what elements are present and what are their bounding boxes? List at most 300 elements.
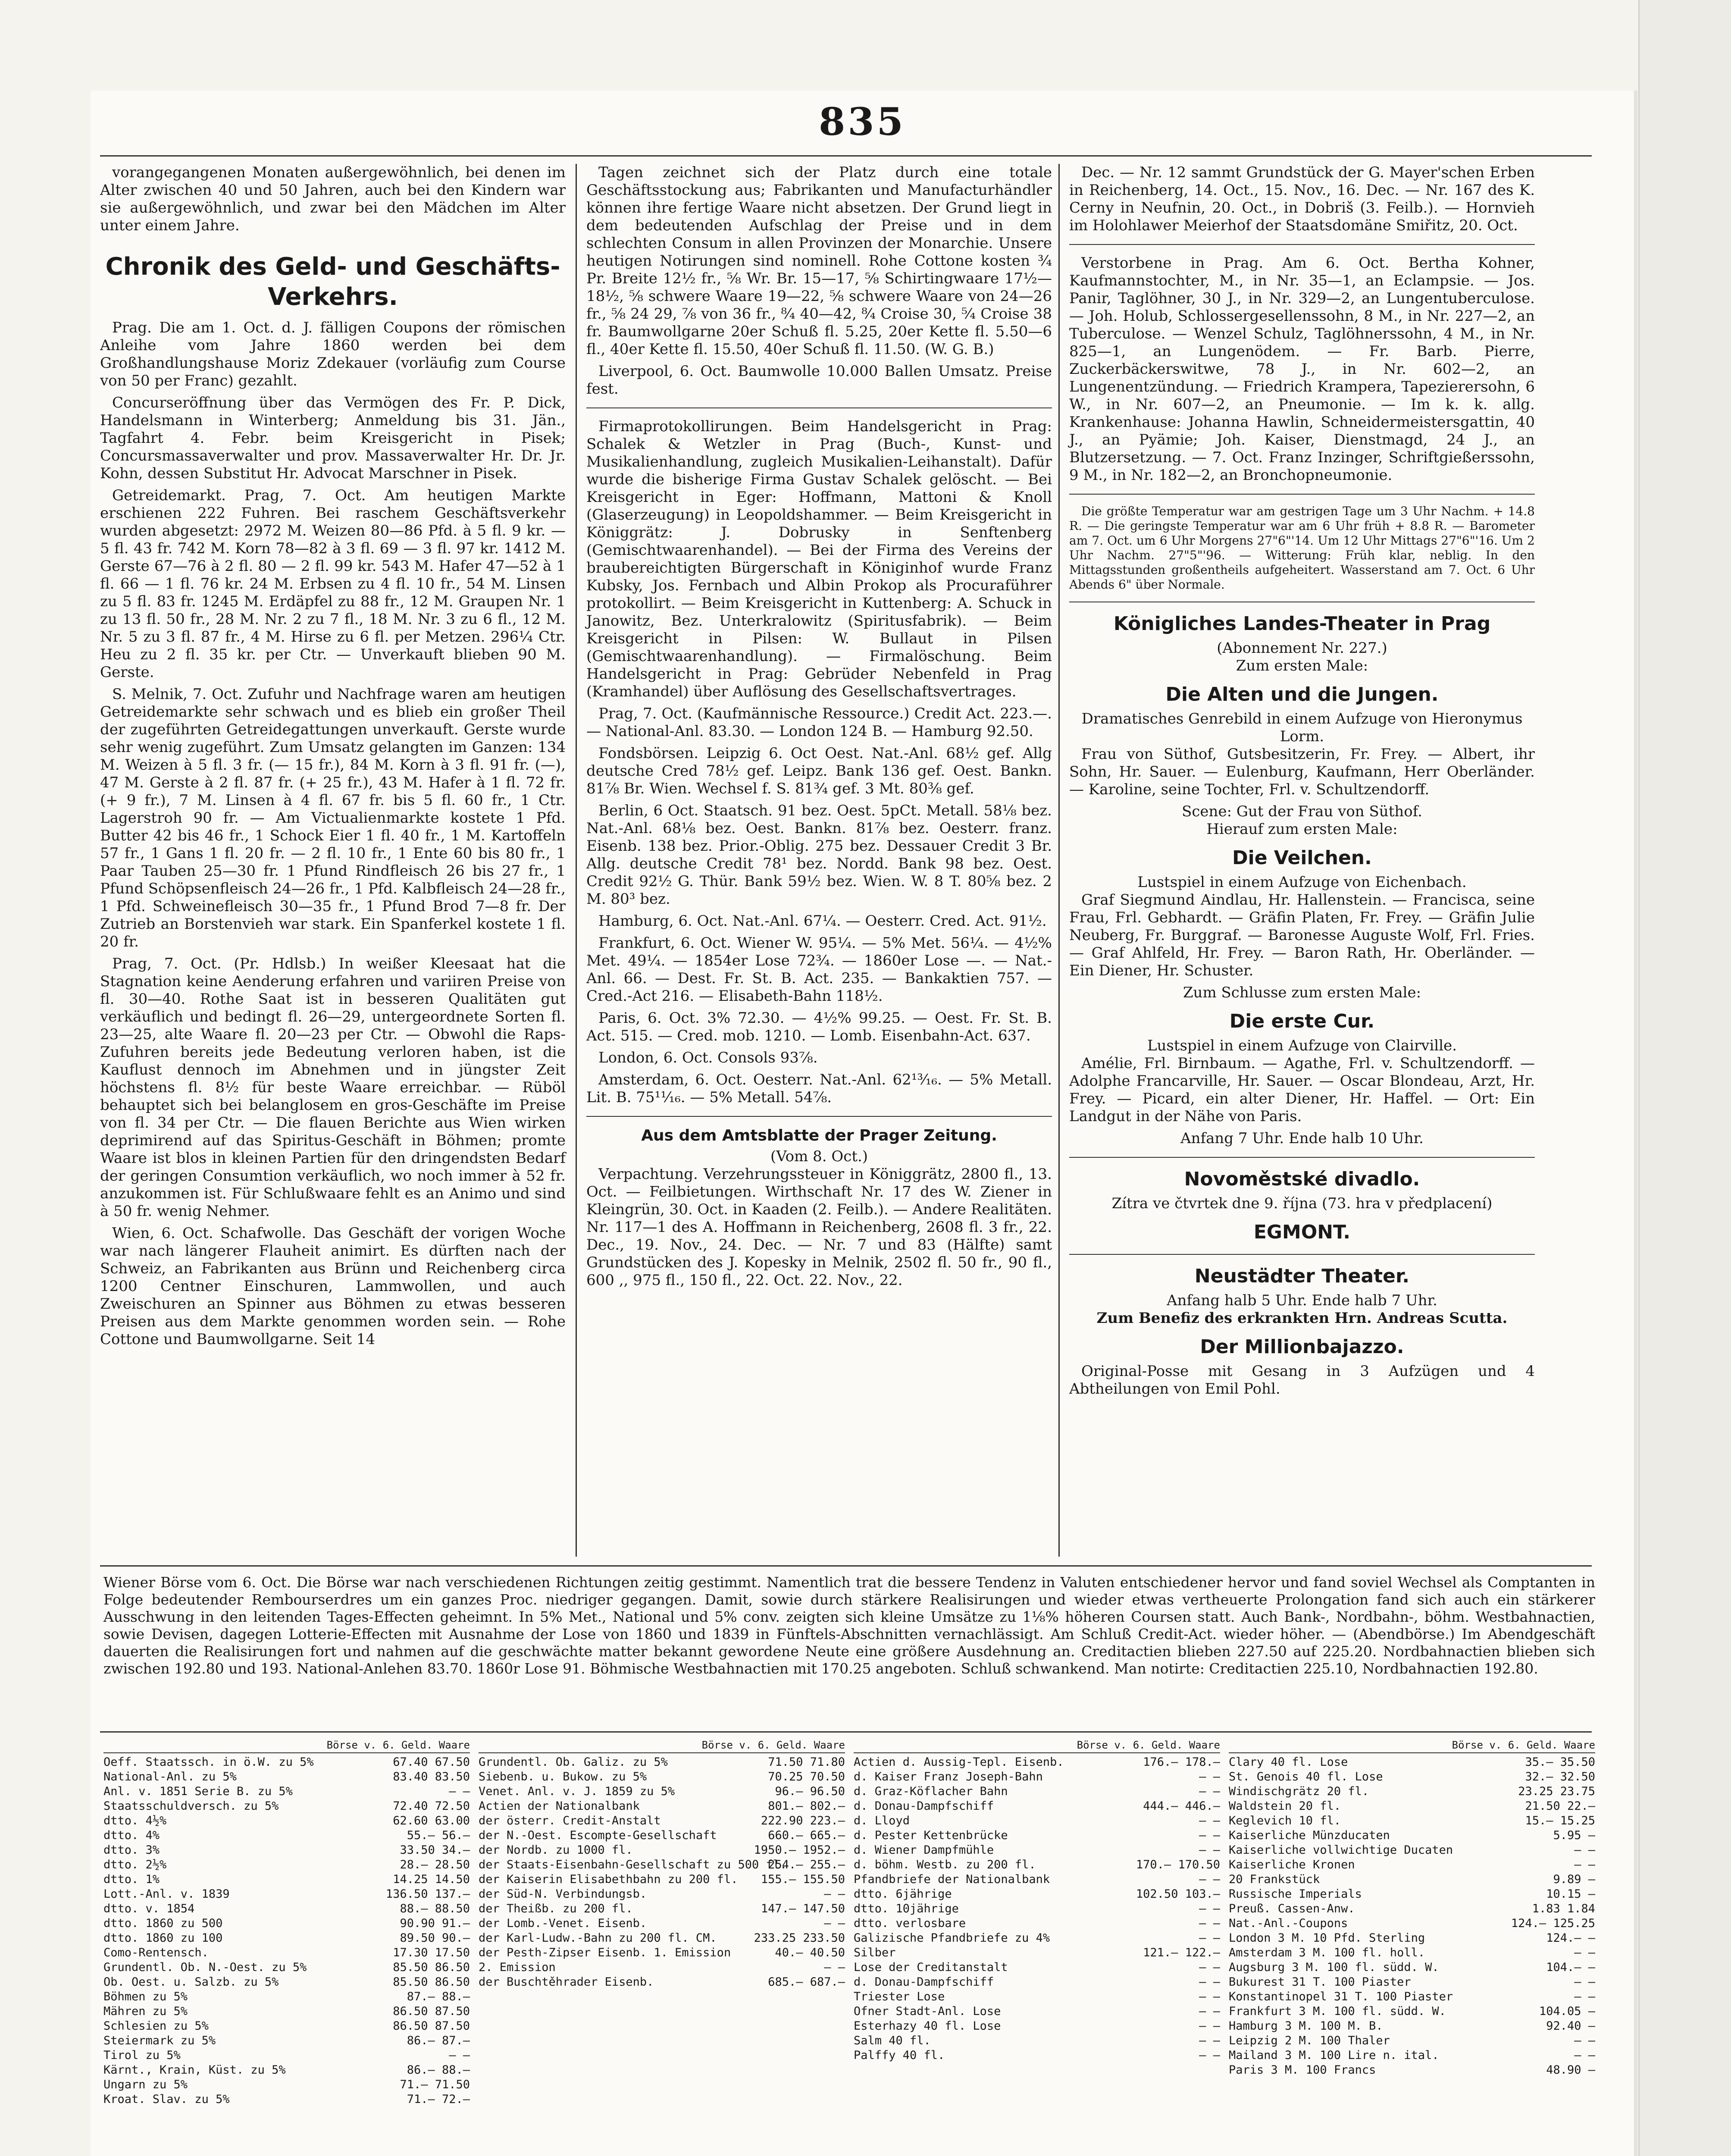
table-row [1229, 1843, 1595, 1858]
table-row [103, 1784, 470, 1799]
table-row [1229, 1755, 1595, 1770]
table-row [1229, 2034, 1595, 2048]
security-name: Oeff. Staatssch. in ö.W. zu 5% [103, 1755, 314, 1769]
play-times: Anfang 7 Uhr. Ende halb 10 Uhr. [1180, 1130, 1424, 1147]
price-cell: 62.60 63.00 [393, 1814, 470, 1827]
security-name: Anl. v. 1851 Serie B. zu 5% [103, 1785, 293, 1798]
exchange-tables [103, 1738, 1595, 2156]
price-cell: 86.— 88.— [407, 2063, 470, 2077]
table-row [854, 1814, 1220, 1828]
price-cell: 40.— 40.50 [775, 1946, 845, 1959]
play-cast: Amélie, Frl. Birnbaum. — Agathe, Frl. v. Schultzendorff. — Adolphe Francarville, Hr. Sauer. — Oscar Blondeau, Arzt, Hr. Frey. — Picard, ein alter Diener, Hr. Haffel. — Ort: Ein Landgut in der Nähe von Paris. [1069, 1055, 1535, 1125]
table-rule [100, 1731, 1592, 1733]
table-header: Börse v. 6. Geld. Waare [1229, 1738, 1595, 1753]
paragraph: Fondsbörsen. Leipzig 6. Oct Oest. Nat.-Anl. 68½ gef. Allg deutsche Cred 78½ gef. Leipz. Bank 136 gef. Oest. Bankn. 81⅞ Br. Wien. Wechsel f. S. 81¾ gef. 3 Mt. 80³⁄₈ gef. [586, 745, 1052, 797]
play-title: Die erste Cur. [1229, 1010, 1375, 1032]
column-2 [586, 164, 1052, 1294]
security-name: d. böhm. Westb. zu 200 fl. [854, 1858, 1036, 1871]
security-name: d. Donau-Dampfschiff [854, 1975, 994, 1989]
security-name: dtto. 1% [103, 1873, 160, 1886]
security-name: Silber [854, 1946, 896, 1959]
section-subheading: (Vom 8. Oct.) [770, 1148, 868, 1165]
price-cell: 86.50 87.50 [393, 2005, 470, 2018]
play-description: Original-Posse mit Gesang in 3 Aufzügen und 4 Abtheilungen von Emil Pohl. [1069, 1363, 1535, 1398]
price-cell: — — [1199, 1873, 1220, 1886]
czech-theater-line: Zítra ve čtvrtek dne 9. října (73. hra v předplacení) [1111, 1195, 1493, 1212]
theater-note: Hierauf zum ersten Male: [1206, 821, 1398, 838]
price-cell: — — [1199, 2049, 1220, 2062]
security-name: Clary 40 fl. Lose [1229, 1755, 1348, 1769]
exchange-table-1 [103, 1738, 470, 2107]
security-name: Ob. Oest. u. Salzb. zu 5% [103, 1975, 279, 1989]
top-rule [100, 155, 1592, 157]
price-cell: 5.95 — [1553, 1829, 1595, 1842]
price-cell: — — [824, 1961, 845, 1974]
price-cell: — — [1574, 1946, 1595, 1959]
theater-title: Neustädter Theater. [1194, 1265, 1410, 1287]
price-cell: — — [1199, 1961, 1220, 1974]
table-row [1229, 1799, 1595, 1814]
table-row [103, 2063, 470, 2078]
theater-title: Königliches Landes-Theater in Prag [1113, 613, 1491, 635]
price-cell: — — [1199, 1770, 1220, 1783]
table-row [479, 1916, 845, 1931]
table-row [1229, 1975, 1595, 1990]
security-name: d. Donau-Dampfschiff [854, 1799, 994, 1813]
price-cell: 32.— 32.50 [1525, 1770, 1595, 1783]
security-name: Kroat. Slav. zu 5% [103, 2093, 230, 2106]
security-name: d. Kaiser Franz Joseph-Bahn [854, 1770, 1043, 1783]
price-cell: 17.30 17.50 [393, 1946, 470, 1959]
table-row [103, 1887, 470, 1902]
play-scene: Scene: Gut der Frau von Süthof. [1182, 803, 1422, 820]
price-cell: 89.50 90.— [400, 1931, 470, 1945]
security-name: Salm 40 fl. [854, 2034, 931, 2047]
price-cell: 124.— — [1546, 1931, 1595, 1945]
table-row [103, 2092, 470, 2107]
security-name: Paris 3 M. 100 Francs [1229, 2063, 1376, 2077]
exchange-table-3 [854, 1738, 1220, 2063]
security-name: Nat.-Anl.-Coupons [1229, 1917, 1348, 1930]
table-row [103, 1916, 470, 1931]
price-cell: 86.50 87.50 [393, 2019, 470, 2033]
czech-play-title: EGMONT. [1253, 1221, 1351, 1243]
price-cell: 83.40 83.50 [393, 1770, 470, 1783]
security-name: Mailand 3 M. 100 Lire n. ital. [1229, 2049, 1439, 2062]
security-name: Lott.-Anl. v. 1839 [103, 1887, 230, 1901]
price-cell: 10.15 — [1546, 1887, 1595, 1901]
table-row [103, 1902, 470, 1916]
play-description: Lustspiel in einem Aufzuge von Clairville. [1147, 1037, 1457, 1054]
price-cell: 170.— 170.50 [1136, 1858, 1220, 1871]
column-rule-2 [1058, 164, 1060, 1557]
price-cell: 28.— 28.50 [400, 1858, 470, 1871]
paragraph: Wien, 6. Oct. Schafwolle. Das Geschäft der vorigen Woche war nach längerer Flauheit animirt. Es dürften nach der Schweiz, an Fabrikanten aus Brünn und Reichenberg circa 1200 Centner Einschuren, Lammwollen, und auch Zweischuren an Spinner aus Böhmen zu etwas besseren Preisen aus dem Markte genommen worden sein. — Rohe Cottone und Baumwollgarne. Seit 14 [100, 1225, 566, 1348]
price-cell: 685.— 687.— [768, 1975, 845, 1989]
security-name: Kaiserliche Kronen [1229, 1858, 1355, 1871]
price-cell: — — [1199, 1990, 1220, 2003]
security-name: Siebenb. u. Bukow. zu 5% [479, 1770, 647, 1783]
table-row [1229, 1770, 1595, 1784]
table-row [479, 1946, 845, 1960]
play-title: Der Millionbajazzo. [1200, 1336, 1404, 1358]
security-name: dtto. 10jährige [854, 1902, 959, 1915]
price-cell: — — [1199, 1917, 1220, 1930]
security-name: Pfandbriefe der Nationalbank [854, 1873, 1050, 1886]
table-row [1229, 1872, 1595, 1887]
table-row [103, 1931, 470, 1946]
security-name: 20 Frankstück [1229, 1873, 1320, 1886]
security-name: Mähren zu 5% [103, 2005, 188, 2018]
page-edge [1638, 0, 1731, 2156]
theater-note: Zum ersten Male: [1236, 657, 1368, 674]
price-cell: — — [1199, 1931, 1220, 1945]
column-rule-1 [576, 164, 577, 1557]
price-cell: 96.— 96.50 [775, 1785, 845, 1798]
paragraph: Frankfurt, 6. Oct. Wiener W. 95¼. — 5% Met. 56¼. — 4½% Met. 49¼. — 1854er Lose 72¾. — 1860er Lose —. — Nat.-Anl. 66. — Dest. Fr. St. B. Act. 235. — Bankaktien 757. — Cred.-Act 216. — Elisabeth-Bahn 118½. [586, 934, 1052, 1005]
paragraph: Prag. Die am 1. Oct. d. J. fälligen Coupons der römischen Anleihe vom Jahre 1860 werden bei dem Großhandlungshause Moriz Zdekauer (vorläufig zum Course von 50 per Franc) gezahlt. [100, 319, 566, 389]
price-cell: 104.05 — [1539, 2005, 1595, 2018]
table-row [1229, 1828, 1595, 1843]
security-name: dtto. 1860 zu 500 [103, 1917, 223, 1930]
paragraph: Paris, 6. Oct. 3% 72.30. — 4½% 99.25. — Oest. Fr. St. B. Act. 515. — Cred. mob. 1210. — Lomb. Eisenbahn-Act. 637. [586, 1009, 1052, 1044]
table-row [103, 1799, 470, 1814]
table-row [1229, 1990, 1595, 2004]
security-name: der N.-Oest. Escompte-Gesellschaft [479, 1829, 717, 1842]
play-times: Anfang halb 5 Uhr. Ende halb 7 Uhr. [1167, 1292, 1437, 1309]
security-name: Galizische Pfandbriefe zu 4% [854, 1931, 1050, 1945]
table-row [479, 1931, 845, 1946]
security-name: der Staats-Eisenbahn-Gesellschaft zu 500 fl. [479, 1858, 787, 1871]
divider [1069, 1157, 1535, 1158]
price-cell: 70.25 70.50 [768, 1770, 845, 1783]
paragraph: Prag, 7. Oct. (Pr. Hdlsb.) In weißer Kleesaat hat die Stagnation keine Aenderung erfahren und variiren Preise von fl. 30—40. Rothe Saat ist in besseren Qualitäten gut verkäuflich und bedingt fl. 26—29, untergeordnete Sorten fl. 23—25, alte Waare fl. 20—23 per Ctr. — Obwohl die Raps-Zufuhren bereits jede Bedeutung verloren haben, ist die Kauflust dennoch im Abnehmen und in jüngster Zeit höchstens fl. 8½ für beste Waare erreichbar. — Rüböl behauptet sich bei belanglosem en gros-Geschäfte im Preise von fl. 34 per Ctr. — Die flauen Berichte aus Wien wirken deprimirend auf das Spiritus-Geschäft in Böhmen; promte Waare ist blos in kleinen Partien für den dringendsten Bedarf der geringen Consumtion verkäuflich, wo noch immer à 52 fr. anzukommen ist. Für Schlußwaare fehlt es an Animo und sind à 50 fr. wenig Nehmer. [100, 955, 566, 1220]
price-cell: 1.83 1.84 [1532, 1902, 1595, 1915]
paragraph: London, 6. Oct. Consols 93⅞. [598, 1049, 818, 1066]
paragraph: Concurseröffnung über das Vermögen des Fr. P. Dick, Handelsmann in Winterberg; Anmeldung bis 31. Jän., Tagfahrt 4. Febr. beim Kreisgericht in Pisek; Concursmassaverwalter und prov. Massaverwalter Hr. Dr. Jr. Kohn, dessen Substitut Hr. Advocat Marschner in Pisek. [100, 394, 566, 482]
security-name: dtto. v. 1854 [103, 1902, 195, 1915]
security-name: Lose der Creditanstalt [854, 1961, 1008, 1974]
boerse-report: Wiener Börse vom 6. Oct. Die Börse war nach verschiedenen Richtungen zeitig gestimmt. Namentlich trat die bessere Tendenz in Valuten entschiedener hervor und fand soviel Wechsel als Comptanten in Folge bedeutender Rembourserdres um ein ganzes Proc. niedriger gegangen. Damit, sowie durch stärkere Realisirungen und wieder etwas vertheuerte Prolongation fand sich auch ein stärkerer Ausschwung in den leitenden Tages-Effecten geheimnt. In 5% Met., National und 5% conv. zeigten sich kleine Umsätze zu 1⅛% höheren Coursen statt. Auch Bank-, Nordbahn-, böhm. Westbahnactien, sowie Devisen, dagegen Lotterie-Effecten mit Ausnahme der Lose von 1860 und 1839 in Fünftels-Abschnitten vernachlässigt. Am Schluß Credit-Act. wieder höher. — (Abendbörse.) Im Abendgeschäft dauerten die Realisirungen fort und nahmen auf die geschwächte matter bekannt gewordene Neute eine größere Ausdehnung an. Creditactien blieben 227.50 auf 225.20. Nordbahnactien blieben sich zwischen 192.80 und 193. National-Anlehen 83.70. 1860r Lose 91. Böhmische Westbahnactien mit 170.25 angeboten. Schluß schwankend. Man notirte: Creditactien 225.10, Nordbahnactien 192.80. [103, 1574, 1595, 1677]
table-row [854, 1960, 1220, 1975]
price-cell: 102.50 103.— [1136, 1887, 1220, 1901]
theater-subscription: (Abonnement Nr. 227.) [1217, 639, 1387, 657]
table-row [854, 1858, 1220, 1872]
security-name: Preuß. Cassen-Anw. [1229, 1902, 1355, 1915]
price-cell: — — [449, 1785, 470, 1798]
paragraph: Hamburg, 6. Oct. Nat.-Anl. 67¼. — Oesterr. Cred. Act. 91½. [598, 912, 1047, 930]
price-cell: — — [1574, 1990, 1595, 2003]
price-cell: — — [1574, 1843, 1595, 1857]
security-name: d. Lloyd [854, 1814, 910, 1827]
page-number: 835 [819, 99, 906, 144]
price-cell: — — [1574, 2034, 1595, 2047]
security-name: der Theißb. zu 200 fl. [479, 1902, 633, 1915]
table-row [1229, 1931, 1595, 1946]
price-cell: 176.— 178.— [1143, 1755, 1220, 1769]
price-cell: 86.— 87.— [407, 2034, 470, 2047]
security-name: Como-Rentensch. [103, 1946, 209, 1959]
security-name: der österr. Credit-Anstalt [479, 1814, 661, 1827]
price-cell: 88.— 88.50 [400, 1902, 470, 1915]
play-description: Lustspiel in einem Aufzuge von Eichenbach. [1137, 874, 1467, 891]
security-name: der Süd-N. Verbindungsb. [479, 1887, 647, 1901]
price-cell: 85.50 86.50 [393, 1961, 470, 1974]
security-name: Grundentl. Ob. Galiz. zu 5% [479, 1755, 668, 1769]
table-row [854, 1902, 1220, 1916]
table-row [854, 1887, 1220, 1902]
price-cell: 67.40 67.50 [393, 1755, 470, 1769]
security-name: Ofner Stadt-Anl. Lose [854, 2005, 1001, 2018]
security-name: Palffy 40 fl. [854, 2049, 945, 2062]
security-name: Windischgrätz 20 fl. [1229, 1785, 1369, 1798]
table-row [854, 1990, 1220, 2004]
table-row [854, 1872, 1220, 1887]
security-name: d. Pester Kettenbrücke [854, 1829, 1008, 1842]
table-row [479, 1960, 845, 1975]
security-name: 2. Emission [479, 1961, 556, 1974]
paragraph: Firmaprotokollirungen. Beim Handelsgericht in Prag: Schalek & Wetzler in Prag (Buch-, Kunst- und Musikalienhandlung, zugleich Musikalien-Leihanstalt). Dafür wurde die bisherige Firma Gustav Schalek gelöscht. — Bei Kreisgericht in Eger: Hoffmann, Mattoni & Knoll (Glaserzeugung) in Leopoldshammer. — Beim Kreisgericht in Königgrätz: J. Dobrusky in Senftenberg (Gemischtwaarenhandel). — Bei der Firma des Vereins der braubereichtigten Bürgerschaft in Königinhof wurde Franz Kubsky, Jos. Fernbach und Albin Prokop als Procuraführer protokollirt. — Beim Kreisgericht in Kuttenberg: A. Schuck in Janowitz, Bez. Unterkralowitz (Spiritusfabrik). — Beim Kreisgericht in Pilsen: W. Bullaut in Pilsen (Gemischtwaarenhandlung). — Firmalöschung. Beim Handelsgericht in Prag: Gebrüder Nebenfeld in Prag (Kramhandel) über Auflösung des Gesellschaftsvertrages. [586, 418, 1052, 700]
table-row [479, 1770, 845, 1784]
security-name: Tirol zu 5% [103, 2049, 181, 2062]
table-row [479, 1902, 845, 1916]
table-row [1229, 1784, 1595, 1799]
table-row [479, 1799, 845, 1814]
table-header: Börse v. 6. Geld. Waare [854, 1738, 1220, 1753]
security-name: Waldstein 20 fl. [1229, 1799, 1341, 1813]
play-cast: Graf Siegmund Aindlau, Hr. Hallenstein. — Francisca, seine Frau, Frl. Gebhardt. — Gräfin Platen, Fr. Frey. — Gräfin Julie Neuberg, Fr. Burggraf. — Baronesse Auguste Wolf, Frl. Fries. — Graf Ahlfeld, Hr. Frey. — Baron Rath, Hr. Oberländer. — Ein Diener, Hr. Schuster. [1069, 891, 1535, 979]
paragraph: Amsterdam, 6. Oct. Oesterr. Nat.-Anl. 62¹³⁄₁₆. — 5% Metall. Lit. B. 75¹¹⁄₁₆. — 5% Metall. 54⅞. [586, 1071, 1052, 1106]
table-row [479, 1814, 845, 1828]
table-row [854, 1799, 1220, 1814]
security-name: dtto. verlosbare [854, 1917, 966, 1930]
price-cell: — — [1199, 1814, 1220, 1827]
table-row [479, 1975, 845, 1990]
table-row [854, 2034, 1220, 2048]
price-cell: 85.50 86.50 [393, 1975, 470, 1989]
price-cell: 15.— 15.25 [1525, 1814, 1595, 1827]
price-cell: 72.40 72.50 [393, 1799, 470, 1813]
price-cell: 124.— 125.25 [1511, 1917, 1595, 1930]
price-cell: 660.— 665.— [768, 1829, 845, 1842]
price-cell: — — [1199, 1843, 1220, 1857]
security-name: Augsburg 3 M. 100 fl. südd. W. [1229, 1961, 1439, 1974]
divider [1069, 1254, 1535, 1255]
table-row [854, 1975, 1220, 1990]
security-name: National-Anl. zu 5% [103, 1770, 237, 1783]
price-cell: 71.— 72.— [407, 2093, 470, 2106]
security-name: Kaiserliche vollwichtige Ducaten [1229, 1843, 1453, 1857]
security-name: dtto. 4% [103, 1829, 160, 1842]
price-cell: — — [1199, 1829, 1220, 1842]
paragraph: Verstorbene in Prag. Am 6. Oct. Bertha Kohner, Kaufmannstochter, M., in Nr. 35—1, an Eclampsie. — Jos. Panir, Taglöhner, 30 J., in Nr. 329—2, an Lungentuberculose. — Joh. Holub, Schlossergesellenssohn, 8 M., in Nr. 227—2, an Tuberculose. — Wenzel Schulz, Taglöhnerssohn, 4 M., in Nr. 825—1, an Lungenödem. — Fr. Barb. Pierre, Zuckerbäckerswitwe, 78 J., in Nr. 602—2, an Lungenentzündung. — Friedrich Krampera, Tapezierersohn, 6 W., in Nr. 607—2, an Pneumonie. — Im k. k. allg. Krankenhause: Johanna Hawlin, Schneidermeistersgattin, 40 J., an Pyämie; Joh. Kaiser, Dienstmagd, 24 J., an Blutzersetzung. — 7. Oct. Franz Inzinger, Schriftgießerssohn, 9 M., in Nr. 182—2, an Bronchopneumonie. [1069, 254, 1535, 484]
table-row [479, 1755, 845, 1770]
price-cell: 233.25 233.50 [754, 1931, 845, 1945]
price-cell: — — [824, 1917, 845, 1930]
table-row [103, 1828, 470, 1843]
table-row [1229, 2063, 1595, 2078]
security-name: Actien d. Aussig-Tepl. Eisenb. [854, 1755, 1064, 1769]
security-name: London 3 M. 10 Pfd. Sterling [1229, 1931, 1425, 1945]
table-row [1229, 2048, 1595, 2063]
table-row [1229, 1946, 1595, 1960]
table-row [854, 1916, 1220, 1931]
security-name: Hamburg 3 M. 100 M. B. [1229, 2019, 1383, 2033]
security-name: Frankfurt 3 M. 100 fl. südd. W. [1229, 2005, 1446, 2018]
security-name: der Lomb.-Venet. Eisenb. [479, 1917, 647, 1930]
table-row [103, 1755, 470, 1770]
table-row [103, 2034, 470, 2048]
price-cell: — — [1574, 1858, 1595, 1871]
table-row [854, 1828, 1220, 1843]
price-cell: 104.— — [1546, 1961, 1595, 1974]
weather-report: Die größte Temperatur war am gestrigen Tage um 3 Uhr Nachm. + 14.8 R. — Die geringste Temperatur war am 6 Uhr früh + 8.8 R. — Barometer am 7. Oct. um 6 Uhr Morgens 27"6"'14. Um 12 Uhr Mittags 27"6"'16. Um 2 Uhr Nachm. 27"5"'96. — Witterung: Früh klar, neblig. In den Mittagsstunden großentheils aufgeheitert. Wasserstand am 7. Oct. 6 Uhr Abends 6" über Normale. [1069, 504, 1535, 592]
price-cell: 23.25 23.75 [1518, 1785, 1595, 1798]
price-cell: 71.— 71.50 [400, 2078, 470, 2091]
security-name: Staatsschuldversch. zu 5% [103, 1799, 279, 1813]
security-name: Keglevich 10 fl. [1229, 1814, 1341, 1827]
price-cell: 90.90 91.— [400, 1917, 470, 1930]
table-row [103, 1990, 470, 2004]
price-cell: 21.50 22.— [1525, 1799, 1595, 1813]
price-cell: 136.50 137.— [385, 1887, 470, 1901]
table-row [854, 1843, 1220, 1858]
table-row [854, 1946, 1220, 1960]
section-heading: Chronik des Geld- und Geschäfts-Verkehrs. [105, 253, 560, 311]
table-row [854, 1784, 1220, 1799]
security-name: Schlesien zu 5% [103, 2019, 209, 2033]
table-row [103, 1770, 470, 1784]
price-cell: — — [449, 2049, 470, 2062]
price-cell: 71.50 71.80 [768, 1755, 845, 1769]
security-name: Kärnt., Krain, Küst. zu 5% [103, 2063, 286, 2077]
price-cell: — — [1199, 2005, 1220, 2018]
table-row [103, 2078, 470, 2092]
security-name: d. Wiener Dampfmühle [854, 1843, 994, 1857]
price-cell: 1950.— 1952.— [754, 1843, 845, 1857]
table-row [854, 2048, 1220, 2063]
paragraph: S. Melnik, 7. Oct. Zufuhr und Nachfrage waren am heutigen Getreidemarkte sehr schwach und es blieb ein großer Theil der zugeführten Getreidegattungen unverkauft. Gerste wurde sehr wenig zugeführt. Zum Umsatz gelangten im Ganzen: 134 M. Weizen à 5 fl. 3 fr. (— 15 fr.), 84 M. Korn à 3 fl. 91 fr. (—), 47 M. Gerste à 2 fl. 87 fr. (+ 25 fr.), 43 M. Hafer à 1 fl. 72 fr. (+ 9 fr.), 7 M. Linsen à 4 fl. 67 fr. bis 5 fl. 60 fr., 1 Ctr. Lagerstroh 90 fr. — Am Victualienmarkte kostete 1 Pfd. Butter 42 bis 46 fr., 1 Schock Eier 1 fl. 40 fr., 1 M. Kartoffeln 57 fr., 1 Gans 1 fl. 20 fr. — 2 fl. 10 fr., 1 Ente 60 bis 80 fr., 1 Paar Tauben 25—30 fr. 1 Pfund Rindfleisch 26 bis 27 fr., 1 Pfund Schöpsenfleisch 24—26 fr., 1 Pfd. Kalbfleisch 24—28 fr., 1 Pfd. Schweinefleisch 30—35 fr., 1 Pfund Brod 7—8 fr. Der Zutrieb an Borstenvieh war stark. Ein Spanferkel kostete 1 fl. 20 fr. [100, 686, 566, 950]
table-row [103, 1946, 470, 1960]
security-name: Leipzig 2 M. 100 Thaler [1229, 2034, 1390, 2047]
paragraph: Dec. — Nr. 12 sammt Grundstück der G. Mayer'schen Erben in Reichenberg, 14. Oct., 15. Nov., 16. Dec. — Nr. 167 des K. Cerny in Neufnin, 20. Oct., in Dobriš (3. Feilb.). — Hornvieh im Holohlawer Meierhof der Staatsdomäne Smiřitz, 20. Oct. [1069, 164, 1535, 234]
table-row [854, 1931, 1220, 1946]
price-cell: 222.90 223.— [761, 1814, 845, 1827]
table-row [479, 1784, 845, 1799]
security-name: der Buschtěhrader Eisenb. [479, 1975, 654, 1989]
divider [1069, 244, 1535, 245]
security-name: dtto. 2½% [103, 1858, 167, 1871]
mid-rule [100, 1565, 1592, 1567]
exchange-table-4 [1229, 1738, 1595, 2078]
table-row [854, 2004, 1220, 2019]
price-cell: — — [1574, 1975, 1595, 1989]
table-row [103, 1843, 470, 1858]
column-1 [100, 164, 566, 1353]
security-name: Grundentl. Ob. N.-Oest. zu 5% [103, 1961, 307, 1974]
play-title: Die Alten und die Jungen. [1165, 683, 1439, 705]
table-row [854, 2019, 1220, 2034]
paragraph: Liverpool, 6. Oct. Baumwolle 10.000 Ballen Umsatz. Preise fest. [586, 363, 1052, 398]
table-row [1229, 1916, 1595, 1931]
table-row [1229, 1960, 1595, 1975]
security-name: dtto. 4½% [103, 1814, 167, 1827]
table-row [479, 1843, 845, 1858]
czech-theater-title: Novoměstské divadlo. [1184, 1168, 1420, 1190]
security-name: St. Genois 40 fl. Lose [1229, 1770, 1383, 1783]
table-row [479, 1828, 845, 1843]
security-name: der Kaiserin Elisabethbahn zu 200 fl. [479, 1873, 738, 1886]
security-name: Kaiserliche Münzducaten [1229, 1829, 1390, 1842]
table-row [103, 1858, 470, 1872]
table-row [854, 1755, 1220, 1770]
security-name: Amsterdam 3 M. 100 fl. holl. [1229, 1946, 1425, 1959]
security-name: Böhmen zu 5% [103, 1990, 188, 2003]
price-cell: 14.25 14.50 [393, 1873, 470, 1886]
paragraph: Verpachtung. Verzehrungssteuer in Königgrätz, 2800 fl., 13. Oct. — Feilbietungen. Wirthschaft Nr. 17 des W. Ziener in Kleingrün, 30. Oct. in Kaaden (2. Feilb.). — Andere Realitäten. Nr. 117—1 des A. Hoffmann in Reichenberg, 2608 fl. 3 fr., 22. Dec., 19. Nov., 24. Dec. — Nr. 7 und 83 (Hälfte) samt Grundstücken des J. Kopesky in Melnik, 2502 fl. 50 fr., 90 fl., 600 ,, 975 fl., 150 fl., 22. Oct. 22. Nov., 22. [586, 1166, 1052, 1289]
price-cell: 444.— 446.— [1143, 1799, 1220, 1813]
divider [586, 407, 1052, 408]
table-row [1229, 2019, 1595, 2034]
security-name: d. Graz-Köflacher Bahn [854, 1785, 1008, 1798]
paragraph: Berlin, 6 Oct. Staatsch. 91 bez. Oest. 5pCt. Metall. 58⅛ bez. Nat.-Anl. 68⅛ bez. Oest. Bankn. 81⅞ bez. Oesterr. franz. Eisenb. 138 bez. Prior.-Oblig. 275 bez. Dessauer Credit 3 Br. Allg. deutsche Credit 78¹ bez. Nordd. Bank 98 bez. Oest. Credit 92½ G. Thür. Bank 59½ bez. Wien. W. 8 T. 80⅝ bez. 2 M. 80³ bez. [586, 802, 1052, 908]
table-row [103, 2019, 470, 2034]
security-name: dtto. 6jährige [854, 1887, 952, 1901]
security-name: Esterhazy 40 fl. Lose [854, 2019, 1001, 2033]
divider [1069, 494, 1535, 495]
play-description: Dramatisches Genrebild in einem Aufzuge von Hieronymus Lorm. [1081, 710, 1523, 745]
table-row [103, 1960, 470, 1975]
table-row [103, 2004, 470, 2019]
price-cell: 48.90 — [1546, 2063, 1595, 2077]
price-cell: 121.— 122.— [1143, 1946, 1220, 1959]
table-row [103, 2048, 470, 2063]
price-cell: — — [1574, 2049, 1595, 2062]
price-cell: 33.50 34.— [400, 1843, 470, 1857]
play-title: Die Veilchen. [1232, 847, 1372, 869]
table-row [1229, 2004, 1595, 2019]
security-name: Venet. Anl. v. J. 1859 zu 5% [479, 1785, 675, 1798]
price-cell: — — [1199, 2019, 1220, 2033]
price-cell: 147.— 147.50 [761, 1902, 845, 1915]
price-cell: 35.— 35.50 [1525, 1755, 1595, 1769]
price-cell: — — [1199, 1975, 1220, 1989]
table-row [103, 1975, 470, 1990]
table-row [1229, 1887, 1595, 1902]
security-name: der Nordb. zu 1000 fl. [479, 1843, 633, 1857]
divider [586, 1116, 1052, 1117]
section-heading: Aus dem Amtsblatte der Prager Zeitung. [641, 1127, 997, 1144]
security-name: Ungarn zu 5% [103, 2078, 188, 2091]
price-cell: 155.— 155.50 [761, 1873, 845, 1886]
table-row [1229, 1902, 1595, 1916]
security-name: Triester Lose [854, 1990, 945, 2003]
paragraph: Getreidemarkt. Prag, 7. Oct. Am heutigen Markte erschienen 222 Fuhren. Bei raschem Geschäftsverkehr wurden abgesetzt: 2972 M. Weizen 80—86 Pfd. à 5 fl. 9 kr. — 5 fl. 43 fr. 742 M. Korn 78—82 à 3 fl. 69 — 3 fl. 97 kr. 1412 M. Gerste 67—76 à 2 fl. 80 — 2 fl. 99 kr. 543 M. Hafer 47—52 à 1 fl. 66 — 1 fl. 76 kr. 24 M. Erbsen zu 4 fl. 10 fr., 54 M. Linsen zu 5 fl. 83 fr. 1245 M. Erdäpfel zu 88 fr., 12 M. Graupen Nr. 1 zu 13 fl. 50 fr., 28 M. Nr. 2 zu 7 fl., 18 M. Nr. 3 zu 6 fl., 12 M. Nr. 5 zu 3 fl. 87 fr., 4 M. Hirse zu 6 fl. per Metzen. 296¼ Ctr. Heu zu 2 fl. 35 kr. per Ctr. — Unverkauft blieben 90 M. Gerste. [100, 487, 566, 681]
security-name: dtto. 3% [103, 1843, 160, 1857]
table-row [1229, 1858, 1595, 1872]
security-name: Konstantinopel 31 T. 100 Piaster [1229, 1990, 1453, 2003]
security-name: Russische Imperials [1229, 1887, 1362, 1901]
column-3 [1069, 164, 1535, 1402]
security-name: der Pesth-Zipser Eisenb. 1. Emission [479, 1946, 731, 1959]
security-name: dtto. 1860 zu 100 [103, 1931, 223, 1945]
table-row [1229, 1814, 1595, 1828]
price-cell: — — [1199, 2034, 1220, 2047]
exchange-table-2 [479, 1738, 845, 1990]
paragraph: vorangegangenen Monaten außergewöhnlich, bei denen im Alter zwischen 40 und 50 Jahren, auch bei den Kindern war sie außergewöhnlich, und zwar bei den Mädchen im Alter unter einem Jahre. [100, 164, 566, 234]
table-row [854, 1770, 1220, 1784]
benefit-note: Zum Benefiz des erkrankten Hrn. Andreas Scutta. [1096, 1310, 1508, 1327]
